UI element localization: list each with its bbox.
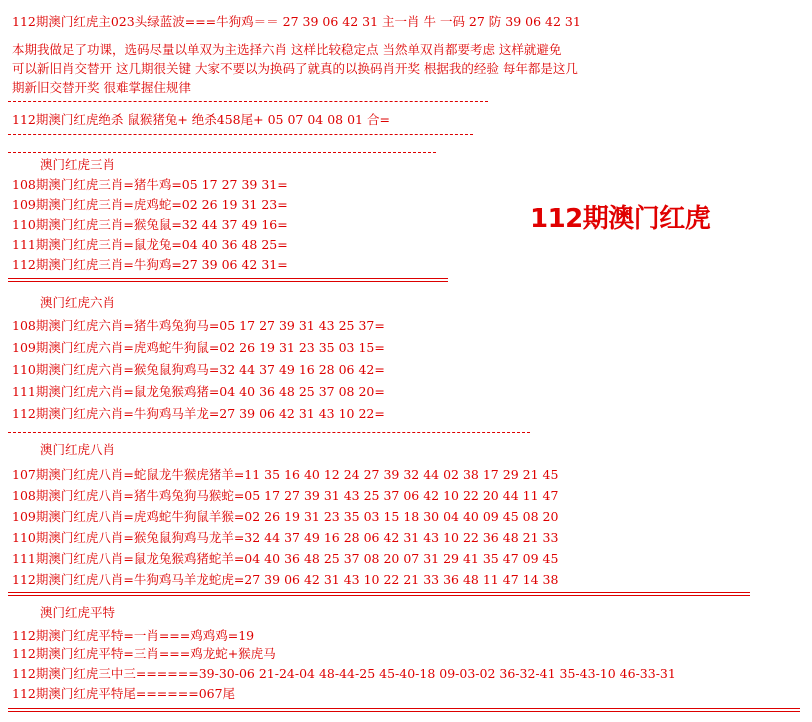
intro-line-1: 本期我做足了功课，选码尽量以单双为主选择六肖 这样比较稳定点 当然单双肖都要考虑 这样就避免 (12, 42, 562, 57)
list-item: 112期澳门红虎八肖=牛狗鸡马羊龙蛇虎=27 39 06 42 31 43 10 22 21 33 36 48 11 47 14 38 (12, 572, 559, 587)
section-title-six: 澳门红虎六肖 (40, 295, 116, 310)
list-item: 110期澳门红虎八肖=猴兔鼠狗鸡马龙羊=32 44 37 49 16 28 06 42 31 43 10 22 36 48 21 33 (12, 530, 559, 545)
separator (8, 101, 488, 102)
list-item: 109期澳门红虎三肖=虎鸡蛇=02 26 19 31 23= (12, 197, 288, 212)
list-item: 112期澳门红虎平特尾======067尾 (12, 686, 236, 701)
list-item: 109期澳门红虎六肖=虎鸡蛇牛狗鼠=02 26 19 31 23 35 03 15= (12, 340, 385, 355)
separator (8, 134, 473, 135)
intro-line-3: 期新旧交替开奖 很难掌握住规律 (12, 80, 191, 95)
section-title-eight: 澳门红虎八肖 (40, 442, 116, 457)
list-item: 109期澳门红虎八肖=虎鸡蛇牛狗鼠羊猴=02 26 19 31 23 35 03 15 18 30 04 40 09 45 08 20 (12, 509, 559, 524)
intro-line-2: 可以新旧肖交替开 这几期很关键 大家不要以为换码了就真的以换码肖开奖 根据我的经验 每年都是这几 (12, 61, 578, 76)
list-item: 111期澳门红虎六肖=鼠龙兔猴鸡猪=04 40 36 48 25 37 08 20= (12, 384, 385, 399)
list-item: 112期澳门红虎平特=一肖===鸡鸡鸡=19 (12, 628, 255, 643)
list-item: 108期澳门红虎六肖=猪牛鸡兔狗马=05 17 27 39 31 43 25 37= (12, 318, 385, 333)
list-item: 112期澳门红虎三中三======39-30-06 21-24-04 48-44-25 45-40-18 09-03-02 36-32-41 35-43-10 46-33-31 (12, 666, 676, 681)
kill-line: 112期澳门红虎绝杀 鼠猴猪兔+ 绝杀458尾+ 05 07 04 08 01 合= (12, 112, 390, 127)
section-title-three: 澳门红虎三肖 (40, 157, 116, 172)
header-line: 112期澳门红虎主023头绿蓝波===牛狗鸡＝＝ 27 39 06 42 31 主一肖 牛 一码 27 防 39 06 42 31 (12, 14, 581, 29)
list-item: 111期澳门红虎三肖=鼠龙兔=04 40 36 48 25= (12, 237, 288, 252)
list-item: 107期澳门红虎八肖=蛇鼠龙牛猴虎猪羊=11 35 16 40 12 24 27 39 32 44 02 38 17 29 21 45 (12, 467, 559, 482)
separator (8, 592, 750, 596)
list-item: 112期澳门红虎三肖=牛狗鸡=27 39 06 42 31= (12, 257, 288, 272)
list-item: 110期澳门红虎六肖=猴兔鼠狗鸡马=32 44 37 49 16 28 06 42= (12, 362, 385, 377)
list-item: 110期澳门红虎三肖=猴兔鼠=32 44 37 49 16= (12, 217, 288, 232)
list-item: 112期澳门红虎平特=三肖===鸡龙蛇+猴虎马 (12, 646, 276, 661)
separator (8, 278, 448, 282)
section-title-special: 澳门红虎平特 (40, 605, 116, 620)
list-item: 111期澳门红虎八肖=鼠龙兔猴鸡猪蛇羊=04 40 36 48 25 37 08 20 07 31 29 41 35 47 09 45 (12, 551, 559, 566)
list-item: 112期澳门红虎六肖=牛狗鸡马羊龙=27 39 06 42 31 43 10 22= (12, 406, 385, 421)
list-item: 108期澳门红虎八肖=猪牛鸡兔狗马猴蛇=05 17 27 39 31 43 25 37 06 42 10 22 20 44 11 47 (12, 488, 559, 503)
separator (8, 708, 800, 712)
banner-title: 112期澳门红虎 (530, 204, 711, 234)
separator (8, 432, 530, 433)
list-item: 108期澳门红虎三肖=猪牛鸡=05 17 27 39 31= (12, 177, 288, 192)
separator (8, 152, 436, 153)
